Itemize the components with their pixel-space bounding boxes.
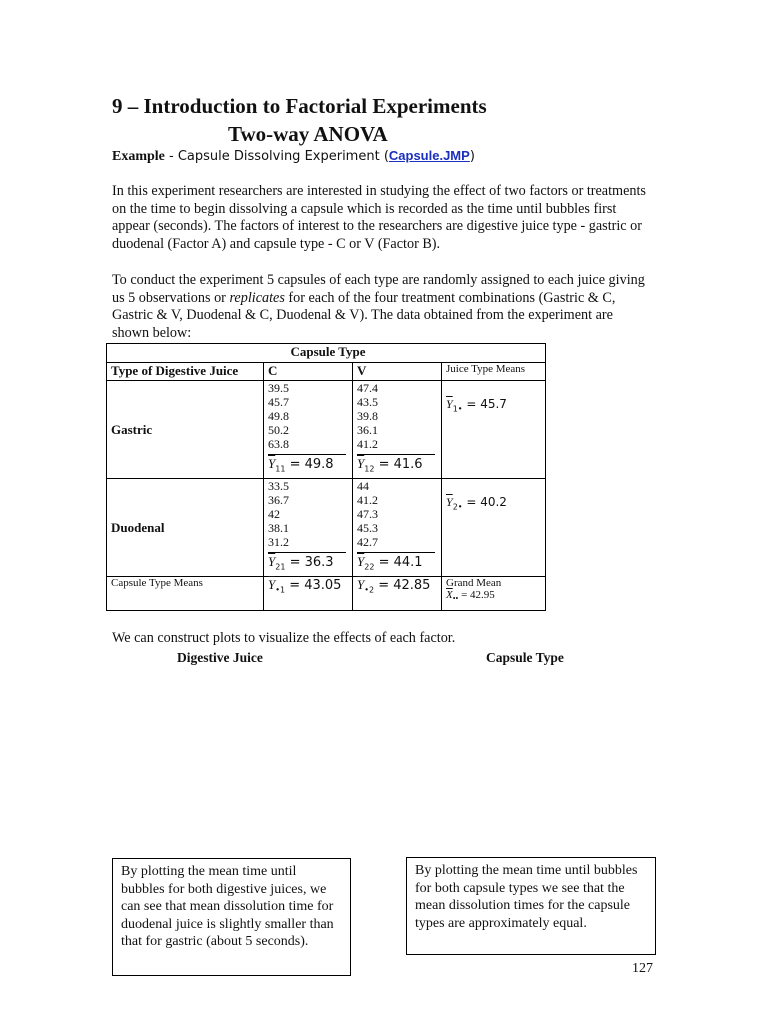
obs-value: 44 [357, 479, 369, 493]
obs-value: 36.7 [268, 493, 289, 507]
duodenal-c-cell [264, 479, 353, 577]
obs-value: 45.7 [268, 395, 289, 409]
obs-value: 50.2 [268, 423, 289, 437]
capsule-v-mean: $\overline{Y}_{•2} = 42.85$ [353, 577, 442, 611]
capsule-means-label: Capsule Type Means [107, 577, 264, 611]
capsule-type-header: Capsule Type [107, 344, 546, 363]
grand-mean-value: $\overline{X}_{••} = 42.95$ [446, 589, 495, 604]
obs-value: 33.5 [268, 479, 289, 493]
obs-value: 63.8 [268, 437, 289, 451]
plots-intro: We can construct plots to visualize the effects of each factor. [112, 630, 456, 646]
obs-value: 47.4 [357, 381, 378, 395]
duodenal-label: Duodenal [107, 479, 264, 577]
gastric-juice-mean: $\overline{Y}_{1•} = 45.7$ [442, 381, 546, 479]
gastric-c-mean: $\overline{Y}_{11} = 49.8$ [268, 454, 346, 474]
obs-value: 43.5 [357, 395, 378, 409]
capsule-jmp-link[interactable]: Capsule.JMP [388, 148, 470, 163]
digestive-juice-plot-label: Digestive Juice [177, 650, 263, 665]
obs-value: 38.1 [268, 521, 289, 535]
design-paragraph-b: for each of the four treatment combinations (Gastric & C, Gastric & V, Duodenal & C, Duodenal & V). The data obtained from the experiment are shown below: [112, 289, 616, 341]
design-paragraph [112, 272, 652, 342]
grand-mean-label: Grand Mean [446, 577, 502, 589]
gastric-v-mean: $\overline{Y}_{12} = 41.6$ [357, 454, 435, 474]
intro-paragraph: In this experiment researchers are interested in studying the effect of two factors or treatments on the time to begin dissolving a capsule which is recorded as the time until bubbles first appear (seconds). The factors of interest to the researchers are digestive juice type - gastric or duodenal (Factor A) and capsule type - C or V (Factor B). [112, 183, 646, 252]
col-header-v: V [353, 363, 442, 381]
example-dash: - [164, 149, 178, 164]
row-header: Type of Digestive Juice [107, 363, 264, 381]
obs-value: 31.2 [268, 535, 289, 549]
replicates-term: replicates [229, 289, 285, 306]
example-close: ) [469, 149, 475, 164]
obs-value: 39.8 [357, 409, 378, 423]
page-title: 9 – Introduction to Factorial Experiments [112, 94, 487, 118]
example-line [112, 148, 475, 165]
grand-mean-cell [442, 577, 546, 611]
obs-value: 47.3 [357, 507, 378, 521]
obs-value: 45.3 [357, 521, 378, 535]
duodenal-c-mean: $\overline{Y}_{21} = 36.3$ [268, 552, 346, 572]
duodenal-v-mean: $\overline{Y}_{22} = 44.1$ [357, 552, 435, 572]
gastric-v-cell [353, 381, 442, 479]
duodenal-v-cell [353, 479, 442, 577]
col-header-c: C [264, 363, 353, 381]
digestive-juice-note: By plotting the mean time until bubbles for both digestive juices, we can see that mean dissolution time for duodenal juice is slightly smaller than that for gastric (about 5 seconds). [112, 858, 351, 976]
obs-value: 41.2 [357, 437, 378, 451]
capsule-c-mean: $\overline{Y}_{•1} = 43.05$ [264, 577, 353, 611]
obs-value: 49.8 [268, 409, 289, 423]
capsule-type-note: By plotting the mean time until bubbles for both capsule types we see that the mean dissolution times for the capsule types are approximately equal. [406, 857, 656, 955]
obs-value: 42.7 [357, 535, 378, 549]
obs-value: 42 [268, 507, 280, 521]
gastric-label: Gastric [107, 381, 264, 479]
page-subtitle: Two-way ANOVA [228, 122, 388, 146]
capsule-type-plot-label: Capsule Type [486, 650, 564, 665]
obs-value: 41.2 [357, 493, 378, 507]
design-paragraph-a: To conduct the experiment 5 capsules of each type are randomly assigned to each juice giving us 5 observations or [112, 272, 645, 306]
page-number: 127 [632, 961, 653, 976]
gastric-c-cell [264, 381, 353, 479]
col-header-juice-means: Juice Type Means [442, 363, 546, 381]
example-text: Capsule Dissolving Experiment ( [177, 149, 389, 164]
example-label: Example [112, 149, 165, 164]
obs-value: 36.1 [357, 423, 378, 437]
duodenal-juice-mean: $\overline{Y}_{2•} = 40.2$ [442, 479, 546, 577]
data-table [106, 343, 546, 611]
obs-value: 39.5 [268, 381, 289, 395]
